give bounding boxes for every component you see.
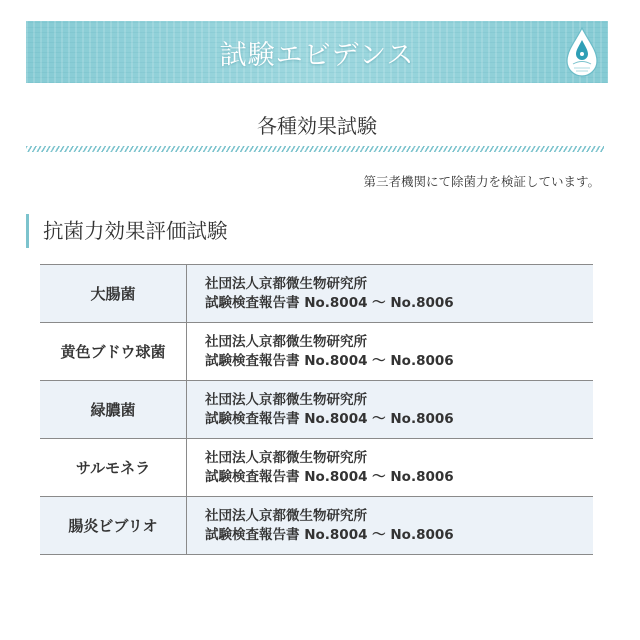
test-reference bbox=[187, 439, 593, 496]
report-number: 試験検査報告書 No.8004 ～ No.8006 bbox=[205, 410, 454, 427]
table-row bbox=[40, 497, 593, 555]
test-reference bbox=[187, 381, 593, 438]
bacteria-name: 腸炎ビブリオ bbox=[40, 497, 187, 554]
banner-title: 試験エビデンス bbox=[219, 39, 415, 71]
header-banner bbox=[26, 21, 608, 83]
bacteria-name: サルモネラ bbox=[40, 439, 187, 496]
report-number: 試験検査報告書 No.8004 ～ No.8006 bbox=[205, 468, 454, 485]
decorative-divider bbox=[26, 146, 604, 152]
institution-name: 社団法人京都微生物研究所 bbox=[205, 391, 367, 408]
page-subheading: 各種効果試験 bbox=[257, 114, 377, 138]
verification-note: 第三者機関にて除菌力を検証しています。 bbox=[363, 174, 600, 189]
table-row bbox=[40, 439, 593, 497]
bacteria-name: 黄色ブドウ球菌 bbox=[40, 323, 187, 380]
report-number: 試験検査報告書 No.8004 ～ No.8006 bbox=[205, 526, 454, 543]
section-title: 抗菌力効果評価試験 bbox=[26, 214, 228, 248]
bacteria-name: 大腸菌 bbox=[40, 265, 187, 322]
test-results-table bbox=[40, 264, 593, 555]
water-drop-logo-icon bbox=[564, 26, 600, 80]
table-row bbox=[40, 265, 593, 323]
institution-name: 社団法人京都微生物研究所 bbox=[205, 507, 367, 524]
institution-name: 社団法人京都微生物研究所 bbox=[205, 275, 367, 292]
report-number: 試験検査報告書 No.8004 ～ No.8006 bbox=[205, 294, 454, 311]
report-number: 試験検査報告書 No.8004 ～ No.8006 bbox=[205, 352, 454, 369]
institution-name: 社団法人京都微生物研究所 bbox=[205, 333, 367, 350]
table-row bbox=[40, 381, 593, 439]
test-reference bbox=[187, 497, 593, 554]
test-reference bbox=[187, 323, 593, 380]
bacteria-name: 緑膿菌 bbox=[40, 381, 187, 438]
institution-name: 社団法人京都微生物研究所 bbox=[205, 449, 367, 466]
test-reference bbox=[187, 265, 593, 322]
table-row bbox=[40, 323, 593, 381]
